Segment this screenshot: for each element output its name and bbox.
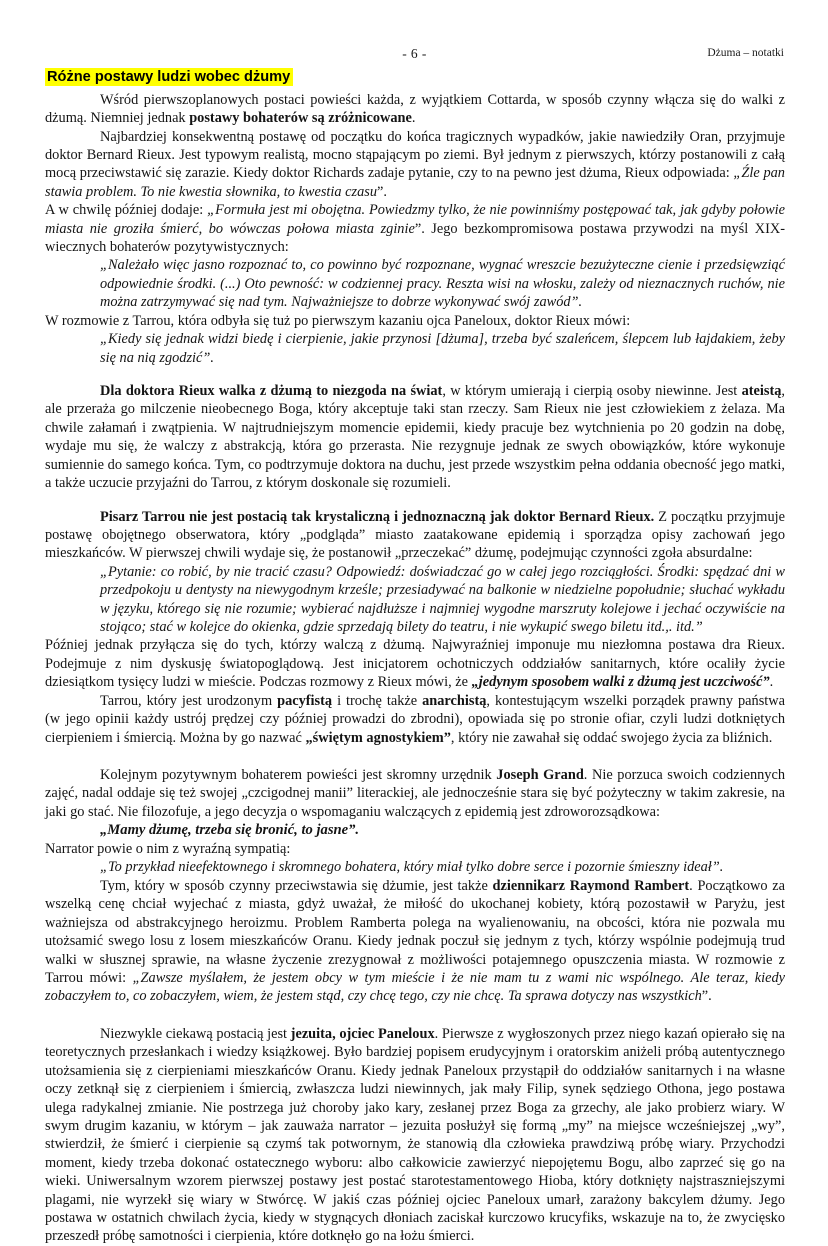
text-run: ”. [377,183,387,200]
text-run-bold: pacyfistą [277,692,333,709]
document-body [45,68,785,1246]
text-run: , w którym umierają i cierpią osoby niewinne. Jest [442,383,742,399]
paragraph-tarrou-joins [45,636,785,691]
paragraph-rieux-atheist [45,382,785,493]
text-run-bold-italic: „jedynym sposobem walki z dżumą jest uczciwość” [471,674,770,691]
text-run-bold: ateistą [741,383,782,399]
text-run: A w chwilę później dodaje: [45,202,208,219]
running-title: Dżuma – notatki [707,47,784,59]
text-run-italic: „Zawsze myślałem, że jestem obcy w tym mieście i że nie mam tu z wami nic wspólnego. Ale teraz, kiedy zobaczyłem to, co zobaczyłem, wiem, że jestem stąd, czy chcę tego, czy nie chcę. Ta sprawa dotyczy nas wszystkich [45,969,785,1005]
blockquote-tarrou-absurd: „Pytanie: co robić, by nie tracić czasu? Odpowiedź: doświadczać go w całej jego rozciągłości. Środki: spędzać dni w przedpokoju u dentysty na niewygodnym krześle; przesiadywać na balkonie w niedzielne popołudnie; słuchać wykładu w języku, którego się nie rozumie; wybierać najdłuższe i najmniej wygodne marszruty kolejowe i jechać oczywiście na stojąco; stać w kolejce do okienka, gdzie sprzedają bilety do teatru, i nie wykupić swego biletu itd.,. itd.” [100,563,785,636]
paragraph-tarrou-conversation-lead: W rozmowie z Tarrou, która odbyła się tuż po pierwszym kazaniu ojca Paneloux, doktor Rieux mówi: [45,312,631,329]
paragraph-paneloux [45,1025,785,1246]
page-title-highlight: Różne postawy ludzi wobec dżumy [45,68,293,86]
text-run: , ale przeraża go milczenie nieobecnego Boga, który akceptuje taki stan rzeczy. Sam Rieux nie jest człowiekiem z żelaza. Ma chwile załamań i zwątpienia. W najtrudniejszym momencie epidemii, kiedy pracuje bez wytchnienia po 20 godzin na dobę, wydaje mu się, że walczy z abstrakcją, która go przerasta. Nie rezygnuje jednak ze swych obowiązków, które wykonuje sumiennie do samego końca. Tym, co podtrzymuje doktora na duchu, jest przede wszystkim pełna oddania obecność jego matki, a także uczucie przyjaźni do Tarrou, z którym doskonale się rozumieli. [45,383,785,492]
text-run-bold: anarchistą [422,692,487,709]
blockquote-positivist: „Należało więc jasno rozpoznać to, co powinno być rozpoznane, wygnać wreszcie bezużyteczne cienie i przedsięwziąć odpowiednie środki. (...) Oto pewność: w codziennej pracy. Reszta wisi na włosku, zależy od nieznacznych ruchów, nie można zatrzymywać się nad tym. Najważniejsze to dobrze wykonywać swój zawód”. [100,257,785,311]
spacer [45,493,785,508]
blockquote-rieux-suffering: „Kiedy się jednak widzi biedę i cierpienie, jakie przynosi [dżuma], trzeba być szaleńcem, ślepcem lub łajdakiem, żeby się na nią zgodzić”. [100,331,785,366]
text-run: ”. Jego bezkompromisowa postawa przywodzi na myśl XIX-wiecznych bohaterów pozytywistycznych: [45,220,785,256]
text-run: . [411,110,416,127]
text-run: Kolejnym pozytywnym bohaterem powieści jest skromny urzędnik [100,767,497,784]
paragraph-tarrou-pacifist [45,692,785,747]
text-run: Tarrou, który jest urodzonym [100,692,278,709]
text-run-bold: Joseph Grand [496,767,584,784]
paragraph-grand [45,766,785,821]
text-run: Tym, który w sposób czynny przeciwstawia się dżumie, jest także [100,877,493,894]
text-run-bold: jezuita, ojciec Paneloux [290,1025,435,1042]
text-run: Później jednak przyłącza się do tych, którzy walczą z dżumą. Najwyraźniej imponuje mu niezłomna postawa dra Rieux. Podejmuje z nim dyskusję światopoglądową. Jest inicjatorem ochotniczych oddziałów sanitarnych, które ocaliły życie dziesiątkom tysięcy ludzi w mieście. Podczas rozmowy z Rieux mówi, że [45,637,785,691]
text-run: ”. [701,988,712,1005]
page-title [45,68,785,87]
text-run: . [769,674,774,691]
spacer [45,747,785,766]
paragraph-intro [45,91,785,128]
text-run: , kontestującym wszelki porządek prawny państwa (w jego opinii każdy ustrój prędzej czy później prowadzi do zbrodni), opowiada się po stronie ofiar, czyli ludzi dotkniętych cierpieniem i śmiercią. Można by go nazwać [45,692,785,746]
text-run: Z początku przyjmuje postawę obojętnego obserwatora, który „podgląda” miasto zaatakowane epidemią i sporządza opisy zachowań jego mieszkańców. W pierwszej chwili wydaje się, że postanowił „przeczekać” dżumę, podejmując czynności zgoła absurdalne: [45,508,785,562]
spacer [45,367,785,382]
text-run-bold: „świętym agnostykiem” [305,729,451,746]
text-run-italic: „Formuła jest mi obojętna. Powiedzmy tylko, że nie powinniśmy postępować tak, jak gdyby połowie miasta nie groziła śmierć, bo wówczas połowa miasta zginie [45,202,785,237]
text-run: . Początkowo za wszelką cenę chciał wyjechać z miasta, gdyż uważał, że miłość do ukochanej kobiety, którą pozostawił w Paryżu, jest ważniejsza od abstrakcyjnego heroizmu. Problem Ramberta polega na wyalienowaniu, na obcości, która nie pozwala mu utożsamić swego losu z losem mieszkańców Oranu. Kiedy jednak poczuł się jednym z tych, którzy wspólnie podejmują trud walki w słusznej sprawie, na własne życzenie zrezygnował z możliwości potajemnego opuszczenia miasta. W rozmowie z Tarrou mówi: [45,877,785,986]
text-run-bold: dziennikarz Raymond Rambert [492,877,690,894]
paragraph-rieux-formula [45,201,785,256]
paragraph-rieux-intro [45,128,785,202]
text-run: , który nie zawahał się oddać swojego życia za bliźnich. [450,729,773,746]
running-header [45,46,784,64]
text-run: Wśród pierwszoplanowych postaci powieści każda, z wyjątkiem Cottarda, w sposób czynny włącza się do walki z dżumą. Niemniej jednak [45,91,785,127]
blockquote-grand-defend: „Mamy dżumę, trzeba się bronić, to jasne”. [100,822,360,839]
text-run: . Nie porzuca swoich codziennych zajęć, nadal oddaje się też swojej „czcigodnej manii” literackiej, ale jednocześnie stara się być pożyteczny w takim zakresie, na jaki go stać. Nie filozofuje, a jego decyzja o wspomaganiu walczących z epidemią jest zdroworozsądkowa: [45,767,785,820]
spacer [45,1006,785,1025]
paragraph-narrator-sympathy: Narrator powie o nim z wyraźną sympatią: [45,841,291,858]
text-run-bold: Pisarz Tarrou nie jest postacią tak krystaliczną i jednoznaczną jak doktor Bernard Rieux. [100,508,655,525]
text-run: Najbardziej konsekwentną postawę od początku do końca tragicznych wypadków, jakie nawiedziły Oran, przyjmuje doktor Bernard Rieux. Jest typowym realistą, mocno stąpającym po ziemi. Był jednym z pierwszych, którzy postanowili z całą mocą przeciwstawić się zarazie. Kiedy doktor Richards zadaje pytanie, czy to na pewno jest dżuma, Rieux odpowiada: [45,128,785,182]
paragraph-rambert [45,877,785,1006]
paragraph-tarrou-writer [45,508,785,563]
text-run: i trochę także [332,692,423,709]
text-run-bold: Dla doktora Rieux walka z dżumą to niezgoda na świat [100,383,443,399]
text-run: Niezwykle ciekawą postacią jest [100,1025,291,1042]
text-run-bold: postawy bohaterów są zróżnicowane [189,110,412,127]
text-run-italic: „Źle pan stawia problem. To nie kwestia słownika, to kwestia czasu [45,165,785,200]
blockquote-grand-ideal: „To przykład nieefektownego i skromnego bohatera, który miał tylko dobre serce i pozornie śmieszny ideał”. [100,859,724,876]
page-number: - 6 - [402,46,427,61]
text-run: . Pierwsze z wygłoszonych przez niego kazań opierało się na teoretycznych przesłankach i wiedzy książkowej. Było bardziej popisem erudycyjnym i oratorskim aniżeli próbą autentycznego utożsamienia się z cierpieniami mieszkańców Oranu. Kiedy jednak Paneloux przystąpił do oddziałów sanitarnych i na własne oczy zetknął się z cierpieniem i śmiercią, zwłaszcza ludzi niewinnych, jak mały Filip, synek sędziego Othona, jego postawa ulega radykalnej zmianie. Nie postrzega już choroby jako kary, zesłanej przez Boga za grzechy, ale jako probierz wiary. W swym drugim kazaniu, w którym – jak zauważa narrator – jezuita posłużył się formą „my” na miejsce wcześniejszej „wy”, stwierdził, że śmierć i cierpienie są czymś tak potwornym, że stanowią dla człowieka prawdziwą próbę wiary. Przychodzi moment, kiedy trzeba dokonać ostatecznego wyboru: albo całkowicie zawierzyć niepojętemu Bogu, albo zaprzeć się go na wieki. Uniwersalnym wzorem pierwszej postawy jest postać starotestamentowego Hioba, który dotknięty najstraszniejszymi plagami, nie wyrzekł się wiary w Stwórcę. W jakiś czas później ojciec Paneloux umarł, zarażony bakcylem dżumy. Jego postawa w ostatnich chwilach życia, kiedy w stygnących dłoniach zaciskał kurczowo krucyfiks, wskazuje na to, że zwycięsko przeszedł próbę samotności i cierpienia, które dotknęło go na łożu śmierci. [45,1025,785,1245]
